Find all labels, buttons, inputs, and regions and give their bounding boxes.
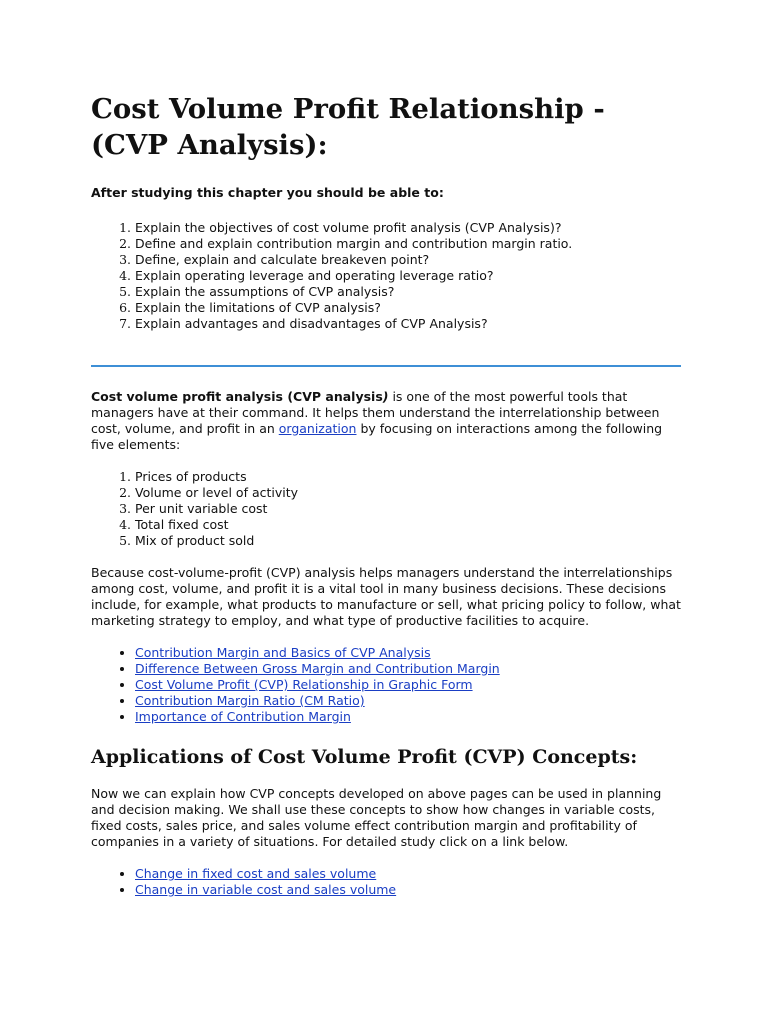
list-item	[135, 882, 681, 898]
intro-paragraph	[91, 389, 681, 453]
gross-vs-contribution-margin-link[interactable]: Difference Between Gross Margin and Contribution Margin	[135, 661, 500, 676]
list-item	[135, 866, 681, 882]
intro-bold-term: Cost volume profit analysis (CVP analysis	[91, 389, 383, 404]
list-item: 3. Per unit variable cost	[135, 501, 681, 517]
list-item: 2. Volume or level of activity	[135, 485, 681, 501]
page-title: Cost Volume Profit Relationship - (CVP Analysis):	[91, 93, 605, 161]
objectives-heading: After studying this chapter you should be able to:	[91, 185, 444, 200]
list-item: 1. Prices of products	[135, 469, 681, 485]
list-item	[135, 709, 681, 725]
list-item: 4. Explain operating leverage and operating leverage ratio?	[135, 268, 681, 284]
list-item	[135, 661, 681, 677]
intro-text-before-link: is one of the most powerful tools that managers have at their command. It helps them understand the interrelationship between cost, volume, and profit in an	[91, 389, 660, 436]
list-item	[135, 677, 681, 693]
applications-heading: Applications of Cost Volume Profit (CVP) Concepts:	[91, 746, 638, 768]
applications-paragraph: Now we can explain how CVP concepts developed on above pages can be used in planning and decision making. We shall use these concepts to show how changes in variable costs, fixed costs, sales price, and sales volume effect contribution margin and profitability of companies in a variety of situations. For detailed study click on a link below.	[91, 786, 662, 849]
intro-text-after-link: by focusing on interactions among the following five elements:	[91, 421, 663, 452]
horizontal-divider	[91, 365, 681, 367]
application-links-list	[91, 866, 681, 898]
objectives-list	[91, 220, 681, 332]
cvp-graphic-form-link[interactable]: Cost Volume Profit (CVP) Relationship in Graphic Form	[135, 677, 473, 692]
list-item: 1. Explain the objectives of cost volume profit analysis (CVP Analysis)?	[135, 220, 681, 236]
because-paragraph: Because cost-volume-profit (CVP) analysis helps managers understand the interrelationships among cost, volume, and profit it is a vital tool in many business decisions. These decisions include, for example, what products to manufacture or sell, what pricing policy to follow, what marketing strategy to employ, and what type of productive facilities to acquire.	[91, 565, 681, 628]
organization-link[interactable]: organization	[278, 421, 357, 436]
list-item: 7. Explain advantages and disadvantages of CVP Analysis?	[135, 316, 681, 332]
intro-bold-italic-paren: )	[382, 389, 389, 404]
variable-cost-sales-volume-link[interactable]: Change in variable cost and sales volume	[135, 882, 397, 897]
list-item: 5. Explain the assumptions of CVP analysis?	[135, 284, 681, 300]
contribution-margin-basics-link[interactable]: Contribution Margin and Basics of CVP Analysis	[135, 645, 431, 660]
elements-list	[91, 469, 681, 549]
importance-contribution-margin-link[interactable]: Importance of Contribution Margin	[135, 709, 351, 724]
document-content	[91, 91, 681, 898]
list-item: 6. Explain the limitations of CVP analysis?	[135, 300, 681, 316]
list-item: 5. Mix of product sold	[135, 533, 681, 549]
cm-ratio-link[interactable]: Contribution Margin Ratio (CM Ratio)	[135, 693, 365, 708]
list-item	[135, 693, 681, 709]
list-item: 4. Total fixed cost	[135, 517, 681, 533]
related-links-list	[91, 645, 681, 725]
list-item: 2. Define and explain contribution margin and contribution margin ratio.	[135, 236, 681, 252]
list-item: 3. Define, explain and calculate breakeven point?	[135, 252, 681, 268]
list-item	[135, 645, 681, 661]
fixed-cost-sales-volume-link[interactable]: Change in fixed cost and sales volume	[135, 866, 377, 881]
